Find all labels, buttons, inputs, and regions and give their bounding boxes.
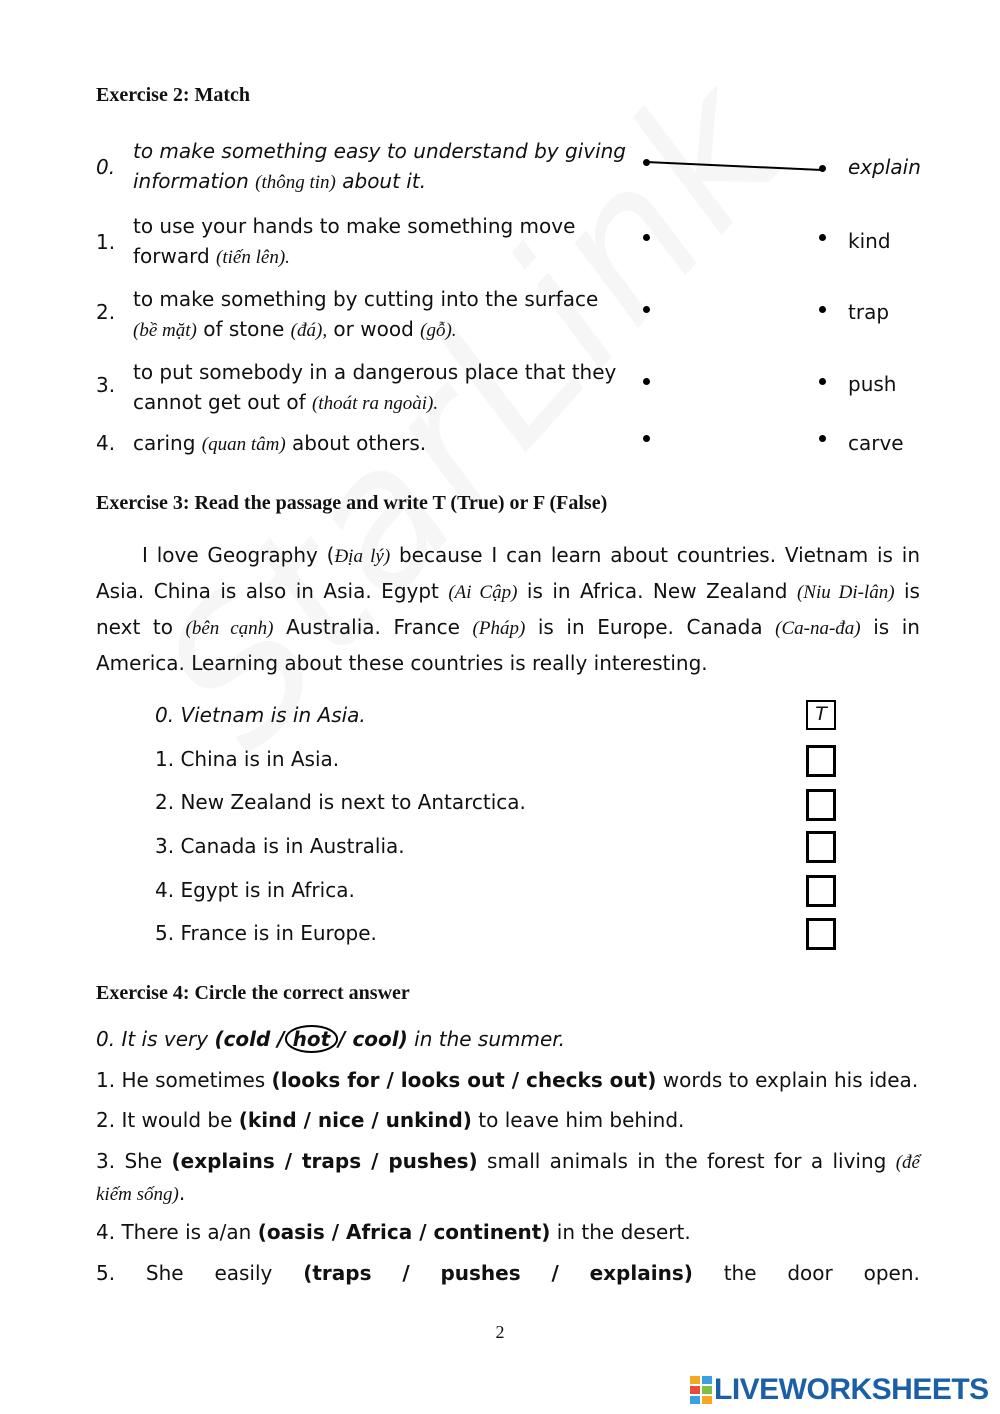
item-number: 4. <box>96 431 116 455</box>
statement: 5. France is in Europe. <box>155 921 377 945</box>
exercise-2-title: Exercise 2: Match <box>96 84 251 106</box>
statement: 4. Egypt is in Africa. <box>155 878 355 902</box>
match-right-dot[interactable] <box>819 234 826 241</box>
exercise-4-title: Exercise 4: Circle the correct answer <box>96 982 410 1004</box>
answer-options[interactable]: (oasis / Africa / continent) <box>257 1220 551 1244</box>
question-0: 0. It is very (cold / hot / cool) in the summer. <box>96 1027 566 1051</box>
answer-box[interactable] <box>806 831 836 863</box>
passage: I love Geography (Địa lý) because I can learn about countries. Vietnam is in Asia. China is also in Asia. Egypt (Ai Cập) is in Africa. New Zealand (Niu Di-lân) is next to (bên cạnh) Australia. France (Pháp) is in Europe. Canada (Ca-na-đa) is in America. Learning about these countries is really interesting. <box>96 543 920 675</box>
item-number: 2. <box>96 300 116 324</box>
statement: 2. New Zealand is next to Antarctica. <box>155 790 526 814</box>
match-definition: to put somebody in a dangerous place that they cannot get out of (thoát ra ngoài). <box>133 360 617 414</box>
definition-line: to make something easy to understand by giving <box>133 139 626 163</box>
liveworksheets-icon <box>690 1376 712 1404</box>
question-2: 2. It would be (kind / nice / unkind) to leave him behind. <box>96 1108 685 1132</box>
answer-options[interactable]: (looks for / looks out / checks out) <box>271 1068 657 1092</box>
circled-answer: hot <box>285 1025 339 1053</box>
answer-box[interactable] <box>806 918 836 950</box>
match-left-dot[interactable] <box>643 435 650 442</box>
match-left-dot[interactable] <box>643 234 650 241</box>
statement: 0. Vietnam is in Asia. <box>155 703 366 727</box>
match-answer: carve <box>848 431 904 455</box>
exercise-3-title: Exercise 3: Read the passage and write T (True) or F (False) <box>96 492 608 514</box>
match-definition: caring (quan tâm) about others. <box>133 431 427 455</box>
answer-options[interactable]: (explains / traps / pushes) <box>171 1149 478 1173</box>
match-answer: trap <box>848 300 890 324</box>
match-right-dot[interactable] <box>819 378 826 385</box>
answer-box[interactable] <box>806 789 836 821</box>
question-1: 1. He sometimes (looks for / looks out / checks out) words to explain his idea. <box>96 1068 919 1092</box>
match-left-dot[interactable] <box>643 378 650 385</box>
question-4: 4. There is a/an (oasis / Africa / continent) in the desert. <box>96 1220 691 1244</box>
match-left-dot[interactable] <box>643 306 650 313</box>
brand-text: LIVEWORKSHEETS <box>714 1373 989 1406</box>
statement: 3. Canada is in Australia. <box>155 834 405 858</box>
match-answer: push <box>848 372 897 396</box>
question-5: 5. She easily (traps / pushes / explains) the door open. <box>96 1261 920 1285</box>
match-answer: explain <box>848 155 921 179</box>
item-number: 1. <box>96 230 116 254</box>
match-example-line <box>640 155 830 177</box>
match-right-dot[interactable] <box>819 435 826 442</box>
answer-box[interactable] <box>806 745 836 777</box>
statement: 1. China is in Asia. <box>155 747 340 771</box>
match-definition: to make something by cutting into the surface (bề mặt) of stone (đá), or wood (gỗ). <box>133 287 599 341</box>
page-number: 2 <box>495 1322 505 1342</box>
match-definition: to make something easy to understand by giving information (thông tin) about it. <box>133 136 633 198</box>
answer-options[interactable]: (kind / nice / unkind) <box>238 1108 472 1132</box>
brand-logo <box>690 1373 989 1407</box>
question-3: 3. She (explains / traps / pushes) small animals in the forest for a living (để kiếm sống). <box>96 1149 920 1205</box>
item-number: 3. <box>96 373 116 397</box>
answer-box[interactable] <box>806 875 836 907</box>
match-answer: kind <box>848 229 891 253</box>
answer-box[interactable]: T <box>806 700 836 730</box>
match-right-dot[interactable] <box>819 306 826 313</box>
match-definition: to use your hands to make something move forward (tiến lên). <box>133 214 576 268</box>
item-number: 0. <box>96 155 116 179</box>
